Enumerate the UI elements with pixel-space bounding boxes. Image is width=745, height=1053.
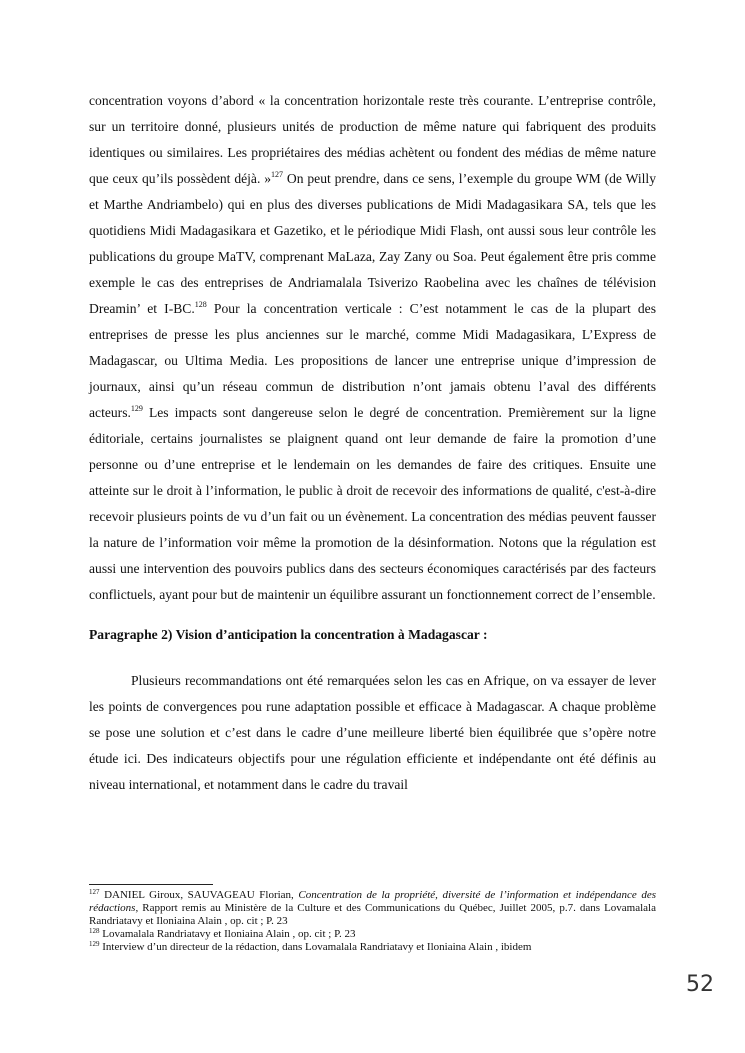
footnote-number: 129 [89, 940, 100, 948]
footnote-129 [89, 941, 656, 954]
footnote-128 [89, 928, 656, 941]
footnote-ref-128: 128 [194, 300, 207, 309]
body-paragraph-1 [89, 88, 656, 608]
footnotes [89, 889, 656, 954]
footnote-number: 128 [89, 927, 100, 935]
section-heading: Paragraphe 2) Vision d’anticipation la concentration à Madagascar : [89, 627, 488, 642]
footnote-separator [89, 884, 213, 885]
footnote-text: Interview d’un directeur de la rédaction, dans Lovamalala Randriatavy et Iloniaina Alain , ibidem [99, 941, 532, 953]
paragraph-1-part-4: Les impacts sont dangereuse selon le degré de concentration. Premièrement sur la ligne éditoriale, certains journalistes se plaignent quand ont leur demande de faire la promotion d’une personne ou d’une entreprise et le lendemain on les demandes de faire des critiques. Ensuite une atteinte sur le droit à l’information, le public à droit de recevoir des informations de qualité, c'est-à-dire recevoir plusieurs points de vu d’un fait ou un évènement. La concentration des médias peuvent fausser la nature de l’information voir même la promotion de la désinformation. Notons que la régulation est aussi une intervention des pouvoirs publics dans des secteurs économiques caractérisés par des facteurs conflictuels, ayant pour but de maintenir un équilibre assurant un fonctionnement correct de l’ensemble. [89, 405, 656, 602]
paragraph-1-part-1: concentration voyons d’abord « la concentration horizontale reste très courante. L’entreprise contrôle, sur un territoire donné, plusieurs unités de production de même nature qui fabriquent des produits identiques ou similaires. Les propriétaires des médias achètent ou fondent des médias de même nature que ceux qu’ils possèdent déjà. » [89, 93, 656, 186]
footnote-title: Concentration de la propriété, diversité de l’information et indépendance des rédactions, [89, 889, 656, 914]
page-number: 52 [686, 972, 714, 997]
footnote-details: Rapport remis au Ministère de la Culture et des Communications du Québec, Juillet 2005, p.7. dans Lovamalala Randriatavy et Iloniaina Alain , op. cit ; P. 23 [89, 902, 656, 927]
body-paragraph-2: Plusieurs recommandations ont été remarquées selon les cas en Afrique, on va essayer de lever les points de convergences pou rune adaptation possible et efficace à Madagascar. A chaque problème se pose une solution et c’est dans le cadre d’une meilleure liberté bien équilibrée que s’opère notre étude ici. Des indicateurs objectifs pour une régulation efficiente et indépendante ont été définis au niveau international, et notamment dans le cadre du travail [89, 673, 656, 792]
paragraph-1-part-2: On peut prendre, dans ce sens, l’exemple du groupe WM (de Willy et Marthe Andriambelo) qui en plus des diverses publications de Midi Madagasikara SA, tels que les quotidiens Midi Madagasikara et Gazetiko, et le périodique Midi Flash, ont aussi sous leur contrôle les publications du groupe MaTV, comprenant MaLaza, Zay Zany ou Soa. Peut également être pris comme exemple le cas des entreprises de Andriamalala Tsiverizo Raobelina avec les chaînes de télévision Dreamin’ et I-BC. [89, 171, 657, 316]
footnote-ref-129: 129 [130, 404, 143, 413]
page-body [89, 88, 656, 798]
footnote-text: Lovamalala Randriatavy et Iloniaina Alain , op. cit ; P. 23 [99, 928, 356, 940]
footnote-authors: DANIEL Giroux, SAUVAGEAU Florian, [99, 889, 299, 901]
paragraph-1-part-3: Pour la concentration verticale : C’est notamment le cas de la plupart des entreprises de presse les plus anciennes sur le marché, comme Midi Madagasikara, L’Express de Madagascar, ou Ultima Media. Les propositions de lancer une entreprise unique d’impression de journaux, ainsi qu’un réseau commun de distribution n’ont jamais obtenu l’aval des différents acteurs. [89, 301, 656, 420]
footnote-number: 127 [89, 888, 100, 896]
footnote-127 [89, 889, 656, 928]
footnote-ref-127: 127 [271, 170, 284, 179]
